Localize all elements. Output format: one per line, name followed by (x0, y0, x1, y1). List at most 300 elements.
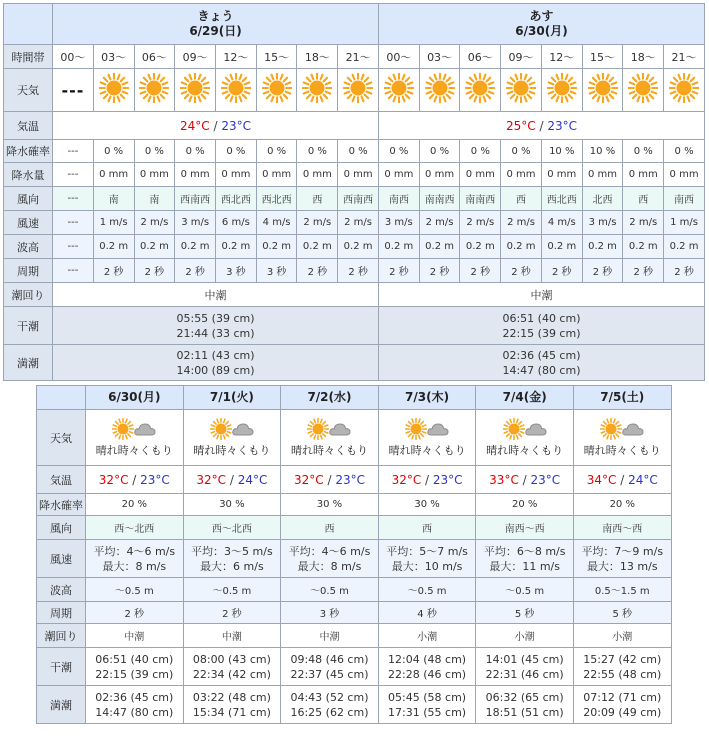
weekly-low-tide-cell (281, 648, 379, 686)
wave-height-cell: 0.2 m (216, 235, 257, 259)
wind-max: 最大：11 m/s (489, 559, 560, 573)
tide-time: 05:45 (58 cm) (388, 690, 467, 704)
hour-cell: 00〜 (378, 45, 419, 69)
tide-time: 04:43 (52 cm) (290, 690, 369, 704)
precip-amount-cell: 0 mm (93, 163, 134, 187)
wind-dir-cell: 西 (501, 187, 542, 211)
weekly-precip-prob-cell: 30 % (281, 494, 379, 516)
temp-low: 23°C (335, 472, 365, 487)
precip-prob-label: 降水確率 (4, 140, 53, 163)
temp-high: 33°C (489, 472, 519, 487)
wave-height-cell: 0.2 m (582, 235, 623, 259)
wave-height-cell: 0.2 m (134, 235, 175, 259)
weekly-precip-prob-cell: 30 % (378, 494, 476, 516)
wind-dir-cell: 南西 (664, 187, 705, 211)
wind-speed-cell: 4 m/s (541, 211, 582, 235)
tide-today: 中潮 (53, 283, 379, 307)
weekly-high-tide-cell (476, 686, 574, 724)
wind-average: 平均：5〜7 m/s (386, 544, 468, 558)
hour-cell: 12〜 (216, 45, 257, 69)
precip-amount-cell: 0 mm (419, 163, 460, 187)
high-tide-label: 満潮 (37, 686, 86, 724)
wind-max: 最大：8 m/s (297, 559, 362, 573)
temp-low: 23°C (530, 472, 561, 487)
temp-low: 23°C (547, 118, 577, 133)
tide-time: 02:36 (45 cm) (95, 690, 174, 704)
wind-dir-cell: 西北西 (216, 187, 257, 211)
weather-cell (664, 69, 705, 112)
wave-period-cell: 2 秒 (419, 259, 460, 283)
wave-height-cell: --- (53, 235, 94, 259)
sun-icon (588, 73, 618, 107)
weekly-tide-cell: 小潮 (378, 624, 476, 648)
weather-cell (297, 69, 338, 112)
weekly-wind-dir-cell: 西〜北西 (183, 516, 281, 540)
temp-high: 32°C (98, 472, 129, 487)
weekly-wind-dir-cell: 西〜北西 (86, 516, 184, 540)
weekly-wind-speed-cell (183, 540, 281, 578)
weekly-high-tide-cell (378, 686, 476, 724)
wind-average: 平均：4〜6 m/s (93, 544, 176, 558)
weekly-low-tide-cell (573, 648, 671, 686)
weekly-date-header: 7/3(木) (378, 386, 476, 410)
wave-height-label: 波高 (37, 578, 86, 602)
weekly-wave-period-cell: 3 秒 (281, 602, 379, 624)
weekly-wave-height-cell: 〜0.5 m (183, 578, 281, 602)
temp-high: 32°C (391, 472, 422, 487)
weekly-tide-cell: 小潮 (573, 624, 671, 648)
tide-time: 15:34 (71 cm) (192, 705, 271, 719)
wave-period-label: 周期 (4, 259, 53, 283)
precip-amount-cell: 0 mm (256, 163, 297, 187)
precip-prob-cell: 0 % (460, 140, 501, 163)
high-tide-label: 満潮 (4, 345, 53, 381)
weekly-wave-period-cell: 4 秒 (378, 602, 476, 624)
hour-cell: 00〜 (53, 45, 94, 69)
wind-dir-cell: 南西 (378, 187, 419, 211)
sun-icon (221, 73, 251, 107)
tide-time: 02:36 (45 cm) (502, 348, 581, 362)
wave-period-cell: 2 秒 (582, 259, 623, 283)
wind-average: 平均：4〜6 m/s (288, 544, 371, 558)
tide-time: 06:51 (40 cm) (502, 311, 581, 325)
tide-time: 22:15 (39 cm) (95, 667, 174, 681)
hour-cell: 21〜 (664, 45, 705, 69)
sun-icon (139, 73, 169, 107)
sun-icon (465, 73, 495, 107)
weekly-weather-cell (86, 410, 184, 466)
precip-prob-cell: 0 % (623, 140, 664, 163)
corner-cell (4, 4, 53, 45)
precip-amount-cell: 0 mm (460, 163, 501, 187)
tide-time: 14:01 (45 cm) (485, 652, 564, 666)
weather-cell (175, 69, 216, 112)
tide-time: 22:34 (42 cm) (192, 667, 271, 681)
weekly-tide-cell: 中潮 (281, 624, 379, 648)
weekly-wave-period-cell: 2 秒 (86, 602, 184, 624)
precip-prob-cell: 0 % (501, 140, 542, 163)
weather-text: 晴れ時々くもり (583, 443, 661, 457)
tide-label: 潮回り (37, 624, 86, 648)
cloud-icon (622, 420, 644, 442)
weekly-high-tide-cell (183, 686, 281, 724)
temp-low: 23°C (221, 118, 252, 133)
wave-period-cell: --- (53, 259, 94, 283)
weekly-date-header: 7/4(金) (476, 386, 574, 410)
weekly-low-tide-cell (86, 648, 184, 686)
weather-cell (216, 69, 257, 112)
weekly-weather-cell (183, 410, 281, 466)
tide-time: 21:44 (33 cm) (176, 326, 255, 340)
sun-icon (343, 73, 373, 107)
weekly-weather-cell (573, 410, 671, 466)
wave-period-cell: 2 秒 (338, 259, 379, 283)
weekly-weather-cell (476, 410, 574, 466)
precip-prob-cell: --- (53, 140, 94, 163)
tide-time: 06:32 (65 cm) (485, 690, 564, 704)
sun-icon (405, 418, 427, 444)
hour-cell: 09〜 (175, 45, 216, 69)
precip-prob-cell: 0 % (338, 140, 379, 163)
weather-cell (93, 69, 134, 112)
high-tide-tomorrow (378, 345, 704, 381)
day-date: 6/30(月) (515, 24, 568, 38)
hour-cell: 03〜 (93, 45, 134, 69)
wind-speed-cell: 2 m/s (297, 211, 338, 235)
wind-dir-label: 風向 (37, 516, 86, 540)
wind-dir-cell: 西北西 (256, 187, 297, 211)
weekly-high-tide-cell (573, 686, 671, 724)
tide-time: 22:37 (45 cm) (290, 667, 369, 681)
weekly-wind-speed-cell (476, 540, 574, 578)
sun-icon (210, 418, 232, 444)
precip-prob-cell: 0 % (297, 140, 338, 163)
hour-cell: 15〜 (582, 45, 623, 69)
weekly-high-tide-cell (86, 686, 184, 724)
wind-dir-cell: 西北西 (541, 187, 582, 211)
precip-amount-cell: --- (53, 163, 94, 187)
wave-period-cell: 2 秒 (664, 259, 705, 283)
weather-icons (281, 418, 378, 444)
hour-band-label: 時間帯 (4, 45, 53, 69)
high-tide-today (53, 345, 379, 381)
weather-text: 晴れ時々くもり (486, 443, 564, 457)
tide-time: 14:00 (89 cm) (176, 363, 255, 377)
wind-max: 最大：13 m/s (586, 559, 658, 573)
weather-cell (623, 69, 664, 112)
wave-height-cell: 0.2 m (378, 235, 419, 259)
temperature-label: 気温 (4, 112, 53, 140)
wave-period-cell: 2 秒 (460, 259, 501, 283)
hourly-forecast-table (3, 3, 705, 381)
weekly-wind-speed-cell (281, 540, 379, 578)
precip-prob-cell: 0 % (256, 140, 297, 163)
tide-time: 17:31 (55 cm) (388, 705, 467, 719)
weekly-wind-speed-cell (378, 540, 476, 578)
wave-height-cell: 0.2 m (623, 235, 664, 259)
wave-height-cell: 0.2 m (460, 235, 501, 259)
wind-speed-cell: 2 m/s (623, 211, 664, 235)
weekly-wind-speed-cell (573, 540, 671, 578)
day-label: あす (529, 9, 554, 23)
wave-period-cell: 2 秒 (541, 259, 582, 283)
weekly-low-tide-cell (183, 648, 281, 686)
precip-amount-cell: 0 mm (338, 163, 379, 187)
tide-time: 03:22 (48 cm) (192, 690, 271, 704)
tide-time: 22:31 (46 cm) (485, 667, 564, 681)
precip-amount-cell: 0 mm (175, 163, 216, 187)
weekly-precip-prob-cell: 20 % (86, 494, 184, 516)
wave-height-cell: 0.2 m (541, 235, 582, 259)
precip-amount-cell: 0 mm (297, 163, 338, 187)
wind-dir-cell: 西 (297, 187, 338, 211)
weather-text: 晴れ時々くもり (95, 443, 173, 457)
tide-time: 02:11 (43 cm) (176, 348, 255, 362)
wind-dir-cell: --- (53, 187, 94, 211)
wind-dir-cell: 北西 (582, 187, 623, 211)
precip-prob-cell: 0 % (93, 140, 134, 163)
weekly-wave-period-cell: 2 秒 (183, 602, 281, 624)
weather-label: 天気 (4, 69, 53, 112)
precip-prob-cell: 0 % (664, 140, 705, 163)
low-tide-tomorrow (378, 307, 704, 345)
weekly-date-header: 7/2(水) (281, 386, 379, 410)
wind-speed-cell: 3 m/s (175, 211, 216, 235)
weekly-wave-height-cell: 〜0.5 m (281, 578, 379, 602)
sun-icon (547, 73, 577, 107)
sun-icon (112, 418, 134, 444)
weekly-wind-dir-cell: 西 (378, 516, 476, 540)
weekly-wind-dir-cell: 西 (281, 516, 379, 540)
hour-cell: 21〜 (338, 45, 379, 69)
tide-time: 12:04 (48 cm) (388, 652, 467, 666)
tide-time: 22:55 (48 cm) (583, 667, 662, 681)
wave-period-cell: 2 秒 (623, 259, 664, 283)
temp-low: 23°C (432, 472, 463, 487)
weekly-low-tide-cell (476, 648, 574, 686)
wave-height-cell: 0.2 m (664, 235, 705, 259)
tide-label: 潮回り (4, 283, 53, 307)
tide-time: 06:51 (40 cm) (95, 652, 174, 666)
tide-time: 14:47 (80 cm) (502, 363, 581, 377)
corner-cell (37, 386, 86, 410)
precip-amount-cell: 0 mm (134, 163, 175, 187)
precip-prob-cell: 0 % (419, 140, 460, 163)
cloud-icon (525, 420, 547, 442)
wave-height-cell: 0.2 m (175, 235, 216, 259)
wind-speed-cell: 3 m/s (582, 211, 623, 235)
temp-low: 23°C (140, 472, 170, 487)
temp-tomorrow: 25°C / 23°C (378, 112, 704, 140)
sun-icon (384, 73, 414, 107)
wind-speed-cell: 1 m/s (664, 211, 705, 235)
precip-amount-cell: 0 mm (216, 163, 257, 187)
wind-max: 最大：6 m/s (200, 559, 264, 573)
tide-time: 05:55 (39 cm) (176, 311, 255, 325)
weather-cell (338, 69, 379, 112)
weekly-tide-cell: 中潮 (86, 624, 184, 648)
weather-cell (378, 69, 419, 112)
wave-height-cell: 0.2 m (297, 235, 338, 259)
wave-period-cell: 2 秒 (134, 259, 175, 283)
weather-cell (256, 69, 297, 112)
wind-speed-cell: 2 m/s (460, 211, 501, 235)
wave-height-cell: 0.2 m (256, 235, 297, 259)
wind-speed-cell: 3 m/s (378, 211, 419, 235)
precip-prob-cell: 0 % (175, 140, 216, 163)
day-header-today (53, 4, 379, 45)
weekly-weather-cell (378, 410, 476, 466)
weather-icons (574, 418, 671, 444)
wave-period-cell: 2 秒 (378, 259, 419, 283)
weekly-weather-cell (281, 410, 379, 466)
weather-icons (184, 418, 281, 444)
tide-time: 22:15 (39 cm) (502, 326, 581, 340)
wind-dir-label: 風向 (4, 187, 53, 211)
tide-time: 14:47 (80 cm) (95, 705, 174, 719)
hour-cell: 09〜 (501, 45, 542, 69)
weekly-temp-cell: 32°C / 23°C (281, 466, 379, 494)
precip-amount-cell: 0 mm (582, 163, 623, 187)
wind-dir-cell: 南南西 (460, 187, 501, 211)
wave-period-label: 周期 (37, 602, 86, 624)
weekly-wave-height-cell: 〜0.5 m (86, 578, 184, 602)
wave-period-cell: 2 秒 (175, 259, 216, 283)
hour-cell: 18〜 (297, 45, 338, 69)
cloud-icon (134, 420, 156, 442)
wave-height-label: 波高 (4, 235, 53, 259)
wind-speed-cell: 1 m/s (93, 211, 134, 235)
wind-dir-cell: 南 (134, 187, 175, 211)
wind-max: 最大：8 m/s (102, 559, 167, 573)
wave-height-cell: 0.2 m (419, 235, 460, 259)
hour-cell: 12〜 (541, 45, 582, 69)
wind-speed-cell: 2 m/s (501, 211, 542, 235)
tide-time: 07:12 (71 cm) (583, 690, 662, 704)
weekly-tide-cell: 小潮 (476, 624, 574, 648)
tide-time: 16:25 (62 cm) (290, 705, 369, 719)
wind-average: 平均：6〜8 m/s (483, 544, 566, 558)
day-label: きょう (197, 9, 234, 23)
precip-prob-cell: 0 % (378, 140, 419, 163)
no-data-dash: --- (61, 80, 85, 100)
weather-icons (379, 418, 476, 444)
weather-cell (460, 69, 501, 112)
wind-average: 平均：3〜5 m/s (191, 544, 273, 558)
weather-text: 晴れ時々くもり (193, 443, 271, 457)
weather-cell (501, 69, 542, 112)
wave-height-cell: 0.2 m (501, 235, 542, 259)
day-header-tomorrow (378, 4, 704, 45)
weekly-wind-dir-cell: 南西〜西 (573, 516, 671, 540)
low-tide-today (53, 307, 379, 345)
precip-amount-cell: 0 mm (664, 163, 705, 187)
day-date: 6/29(日) (189, 24, 242, 38)
wave-period-cell: 3 秒 (216, 259, 257, 283)
wave-height-cell: 0.2 m (338, 235, 379, 259)
precip-amount-label: 降水量 (4, 163, 53, 187)
weekly-date-header: 6/30(月) (86, 386, 184, 410)
cloud-icon (232, 420, 254, 442)
weekly-high-tide-cell (281, 686, 379, 724)
precip-prob-label: 降水確率 (37, 494, 86, 516)
sun-icon (180, 73, 210, 107)
hour-cell: 06〜 (134, 45, 175, 69)
temp-high: 25°C (505, 118, 536, 133)
weather-cell (53, 69, 94, 112)
hour-cell: 18〜 (623, 45, 664, 69)
sun-icon (506, 73, 536, 107)
wind-average: 平均：7〜9 m/s (581, 544, 664, 558)
weekly-temp-cell: 34°C / 24°C (573, 466, 671, 494)
wind-speed-cell: 2 m/s (134, 211, 175, 235)
weekly-wind-dir-cell: 南西〜西 (476, 516, 574, 540)
weekly-tide-cell: 中潮 (183, 624, 281, 648)
tide-time: 18:51 (51 cm) (485, 705, 564, 719)
sun-icon (669, 73, 699, 107)
wind-dir-cell: 西南西 (338, 187, 379, 211)
weather-text: 晴れ時々くもり (290, 443, 368, 457)
temperature-label: 気温 (37, 466, 86, 494)
weekly-wave-period-cell: 5 秒 (476, 602, 574, 624)
weather-cell (419, 69, 460, 112)
wind-speed-label: 風速 (4, 211, 53, 235)
weather-cell (134, 69, 175, 112)
tide-time: 20:09 (49 cm) (583, 705, 662, 719)
weekly-wave-height-cell: 〜0.5 m (476, 578, 574, 602)
weekly-precip-prob-cell: 20 % (476, 494, 574, 516)
wind-dir-cell: 南 (93, 187, 134, 211)
tide-tomorrow: 中潮 (378, 283, 704, 307)
sun-icon (262, 73, 292, 107)
wave-period-cell: 2 秒 (93, 259, 134, 283)
wind-dir-cell: 西南西 (175, 187, 216, 211)
wind-dir-cell: 南南西 (419, 187, 460, 211)
sun-icon (307, 418, 329, 444)
weekly-precip-prob-cell: 30 % (183, 494, 281, 516)
weekly-date-header: 7/1(火) (183, 386, 281, 410)
hour-cell: 06〜 (460, 45, 501, 69)
wind-speed-cell: 4 m/s (256, 211, 297, 235)
weather-icons (476, 418, 573, 444)
hour-cell: 15〜 (256, 45, 297, 69)
precip-amount-cell: 0 mm (378, 163, 419, 187)
precip-amount-cell: 0 mm (501, 163, 542, 187)
precip-prob-cell: 10 % (582, 140, 623, 163)
weather-cell (582, 69, 623, 112)
wave-period-cell: 3 秒 (256, 259, 297, 283)
sun-icon (628, 73, 658, 107)
wind-dir-cell: 西 (623, 187, 664, 211)
precip-amount-cell: 0 mm (623, 163, 664, 187)
temp-high: 32°C (293, 472, 324, 487)
sun-icon (302, 73, 332, 107)
precip-prob-cell: 0 % (134, 140, 175, 163)
cloud-icon (427, 420, 449, 442)
weekly-wind-speed-cell (86, 540, 184, 578)
weather-text: 晴れ時々くもり (388, 443, 466, 457)
low-tide-label: 干潮 (4, 307, 53, 345)
weekly-temp-cell: 33°C / 23°C (476, 466, 574, 494)
tide-time: 08:00 (43 cm) (192, 652, 271, 666)
hour-cell: 03〜 (419, 45, 460, 69)
temp-low: 24°C (237, 472, 268, 487)
weather-cell (541, 69, 582, 112)
temp-today: 24°C / 23°C (53, 112, 379, 140)
wave-period-cell: 2 秒 (297, 259, 338, 283)
wind-speed-label: 風速 (37, 540, 86, 578)
temp-high: 24°C (180, 118, 210, 133)
